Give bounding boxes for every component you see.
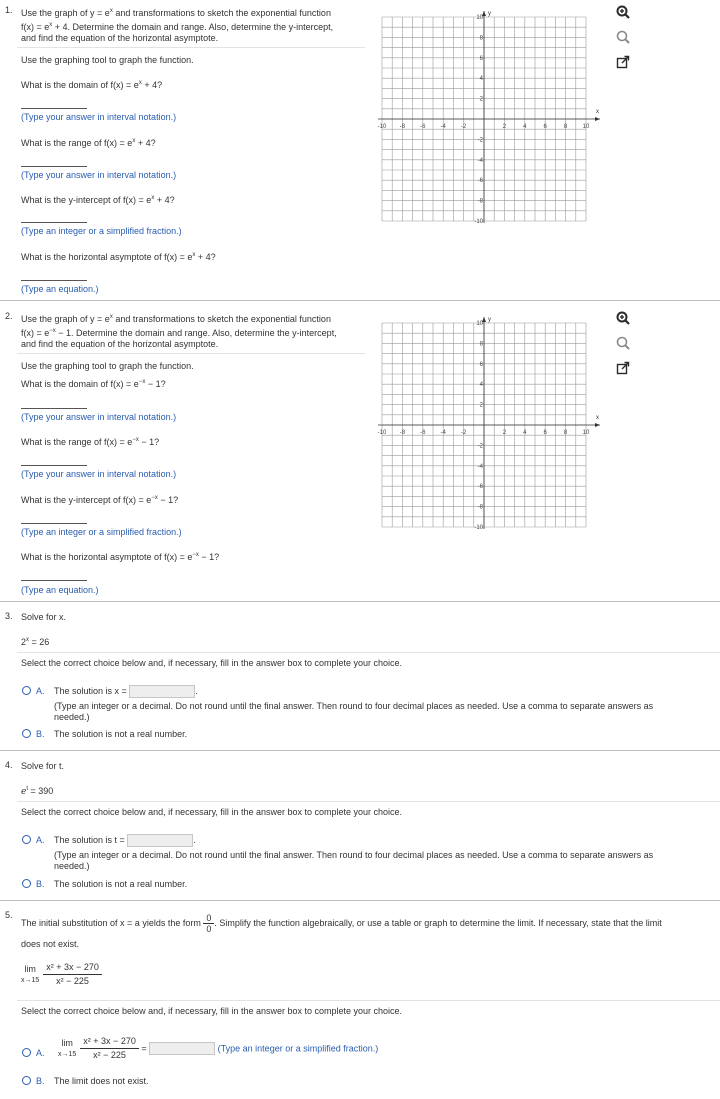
y-tick-label: -4 [477, 463, 483, 470]
question-number: 1. [5, 5, 13, 15]
x-tick-label: -8 [399, 124, 406, 130]
question-intro: The initial substitution of x = a yields the form $\frac{0}{0}$ . Simplify the function algebraically, or use a table or graph to determine the limit. If necessary, state that the limit [21, 913, 662, 935]
equation: $2^x = 26$ [21, 637, 50, 647]
x-axis-arrow [595, 423, 600, 427]
y-tick-label: 2 [479, 402, 483, 409]
question-number: 3. [5, 611, 13, 621]
question-number: 2. [5, 311, 13, 321]
zoom-in-button[interactable] [613, 2, 633, 22]
zoom-out-button[interactable] [613, 27, 633, 47]
popout-icon [616, 55, 630, 69]
option-a-hint-2: needed.) [54, 861, 90, 871]
domain-answer-input[interactable] [21, 108, 87, 109]
graph-canvas[interactable] [377, 6, 612, 232]
option-b-text: The solution is not a real number. [54, 729, 188, 739]
question-3 [0, 606, 720, 750]
option-b-label: B. [36, 879, 45, 889]
y-axis-label: y [488, 11, 491, 17]
question-intro: Use the graph of $y = e^x$ and transformations to sketch the exponential function [21, 314, 331, 324]
range-hint: (Type your answer in interval notation.) [21, 170, 177, 180]
limit-expression: lim x→15 $\frac{\text{x² + 3x − 270}}{\text{x² − 225}}$ [21, 961, 102, 988]
question-number: 4. [5, 760, 13, 770]
question-separator [0, 750, 720, 751]
yint-question: What is the y-intercept of $f(x) = e^x + 4$? [21, 195, 175, 205]
answer-input[interactable] [149, 1042, 215, 1055]
x-tick-label: 10 [582, 430, 590, 436]
x-tick-label: -10 [377, 124, 387, 130]
x-tick-label: 4 [523, 430, 527, 436]
y-tick-label: 6 [479, 361, 483, 368]
y-tick-label: -2 [477, 443, 483, 450]
question-number: 5. [5, 910, 13, 920]
option-b-radio[interactable] [22, 879, 31, 888]
x-tick-label: 8 [563, 124, 568, 130]
indeterminate-form: $\frac{0}{0}$ [203, 913, 214, 934]
question-4 [0, 755, 720, 899]
x-tick-label: 2 [502, 430, 507, 436]
yint-hint: (Type an integer or a simplified fraction.) [21, 226, 182, 236]
x-tick-label: -6 [420, 124, 426, 130]
option-b-text: The solution is not a real number. [54, 879, 188, 889]
x-tick-label: -4 [440, 124, 446, 130]
x-axis-label: x [596, 415, 599, 421]
yint-hint: (Type an integer or a simplified fraction.) [21, 527, 182, 537]
y-tick-label: -6 [477, 484, 483, 491]
range-question: What is the range of $f(x) = e^{-x} - 1$? [21, 437, 160, 447]
asymptote-question: What is the horizontal asymptote of $f(x) = e^x + 4$? [21, 252, 216, 262]
x-tick-label: 6 [543, 430, 547, 436]
y-tick-label: 6 [479, 55, 483, 62]
x-tick-label: 10 [582, 124, 590, 130]
yint-question: What is the y-intercept of $f(x) = e^{-x} - 1$? [21, 495, 179, 505]
select-instruction: Select the correct choice below and, if necessary, fill in the answer box to complete your choice. [21, 807, 403, 817]
option-a-text: The solution is t = . [54, 834, 196, 847]
question-intro: Use the graph of $y = e^x$ and transformations to sketch the exponential function [21, 8, 331, 18]
yint-answer-input[interactable] [21, 222, 87, 223]
option-b-label: B. [36, 729, 45, 739]
select-instruction: Select the correct choice below and, if necessary, fill in the answer box to complete your choice. [21, 658, 403, 668]
question-separator [0, 900, 720, 901]
option-a-radio[interactable] [22, 835, 31, 844]
x-tick-label: 6 [543, 124, 547, 130]
divider [17, 353, 365, 354]
zoom-in-button[interactable] [613, 308, 633, 328]
x-tick-label: 2 [502, 124, 507, 130]
y-tick-label: -8 [477, 198, 483, 205]
asymptote-hint: (Type an equation.) [21, 284, 99, 294]
option-a-label: A. [36, 835, 45, 845]
question-prompt: Solve for x. [21, 612, 67, 622]
asymptote-answer-input[interactable] [21, 280, 87, 281]
option-b-radio[interactable] [22, 729, 31, 738]
option-a-radio[interactable] [22, 1048, 31, 1057]
x-tick-label: -4 [440, 430, 446, 436]
y-tick-label: -10 [474, 525, 483, 531]
zoom-in-icon [616, 311, 630, 325]
zoom-out-button[interactable] [613, 333, 633, 353]
domain-question: What is the domain of $f(x) = e^{-x} - 1$? [21, 379, 166, 389]
zoom-out-icon [616, 30, 630, 44]
popout-button[interactable] [613, 358, 633, 378]
y-tick-label: 4 [479, 382, 483, 389]
graph-instruction: Use the graphing tool to graph the function. [21, 55, 194, 65]
range-hint: (Type your answer in interval notation.) [21, 469, 177, 479]
domain-answer-input[interactable] [21, 408, 87, 409]
asymptote-question: What is the horizontal asymptote of $f(x) = e^{-x} - 1$? [21, 552, 220, 562]
divider [17, 47, 365, 48]
option-a-hint: (Type an integer or a decimal. Do not round until the final answer. Then round to four decimal places as needed. Use a comma to separate answers as [54, 850, 654, 860]
zoom-out-icon [616, 336, 630, 350]
question-intro-2: $f(x) = e^x + 4$. Determine the domain and range. Also, determine the y-intercept, [21, 22, 334, 32]
x-tick-label: -8 [399, 430, 406, 436]
range-answer-input[interactable] [21, 465, 87, 466]
x-tick-label: -10 [377, 430, 387, 436]
question-separator [0, 300, 720, 301]
domain-hint: (Type your answer in interval notation.) [21, 112, 177, 122]
y-tick-label: 8 [479, 35, 483, 42]
y-tick-label: -10 [474, 219, 483, 225]
y-tick-label: -6 [477, 178, 483, 185]
option-b-label: B. [36, 1076, 45, 1086]
zoom-in-icon [616, 5, 630, 19]
question-5 [0, 905, 720, 1099]
graph-canvas[interactable] [377, 312, 612, 538]
x-tick-label: -6 [420, 430, 426, 436]
divider [17, 1000, 720, 1001]
x-tick-label: -2 [460, 430, 467, 436]
option-a-text: The solution is x = . [54, 685, 198, 698]
y-tick-label: -2 [477, 137, 483, 144]
yint-answer-input[interactable] [21, 523, 87, 524]
y-tick-label: 10 [476, 321, 483, 327]
range-question: What is the range of $f(x) = e^x + 4$? [21, 138, 156, 148]
option-a-expression: lim x→15 $\frac{\text{x² + 3x − 270}}{\text{x² − 225}}$ = (Type an integer or a simplified fraction.) [58, 1036, 379, 1060]
graph-instruction: Use the graphing tool to graph the function. [21, 361, 194, 371]
answer-input[interactable] [129, 685, 195, 698]
question-2 [0, 306, 720, 600]
y-axis-label: y [488, 317, 491, 323]
select-instruction: Select the correct choice below and, if necessary, fill in the answer box to complete your choice. [21, 1006, 403, 1016]
equation: $e^t = 390$ [21, 786, 54, 797]
y-tick-label: 8 [479, 341, 483, 348]
x-axis-label: x [596, 109, 599, 115]
popout-icon [616, 361, 630, 375]
range-answer-input[interactable] [21, 166, 87, 167]
x-tick-label: 4 [523, 124, 527, 130]
y-tick-label: -4 [477, 157, 483, 164]
domain-hint: (Type your answer in interval notation.) [21, 412, 177, 422]
question-intro-2: $f(x) = e^{-x} - 1$. Determine the domain and range. Also, determine the y-intercept, [21, 328, 337, 338]
asymptote-hint: (Type an equation.) [21, 585, 99, 595]
question-intro-2: does not exist. [21, 939, 80, 949]
answer-input[interactable] [127, 834, 193, 847]
domain-question: What is the domain of $f(x) = e^x + 4$? [21, 80, 163, 90]
x-tick-label: -2 [460, 124, 467, 130]
question-intro-3: and find the equation of the horizontal asymptote. [21, 33, 219, 43]
option-a-label: A. [36, 1048, 45, 1058]
option-a-radio[interactable] [22, 686, 31, 695]
y-tick-label: 10 [476, 15, 483, 21]
divider [17, 801, 720, 802]
option-a-hint: (Type an integer or a decimal. Do not round until the final answer. Then round to four decimal places as needed. Use a comma to separate answers as [54, 701, 654, 711]
option-a-label: A. [36, 686, 45, 696]
popout-button[interactable] [613, 52, 633, 72]
question-prompt: Solve for t. [21, 761, 65, 771]
y-tick-label: -8 [477, 504, 483, 511]
option-a-hint-2: needed.) [54, 712, 90, 722]
option-b-text: The limit does not exist. [54, 1076, 149, 1086]
y-tick-label: 2 [479, 96, 483, 103]
question-separator [0, 601, 720, 602]
x-tick-label: 8 [563, 430, 568, 436]
asymptote-answer-input[interactable] [21, 580, 87, 581]
option-b-radio[interactable] [22, 1076, 31, 1085]
divider [17, 652, 720, 653]
question-1 [0, 0, 720, 300]
y-tick-label: 4 [479, 76, 483, 83]
x-axis-arrow [595, 117, 600, 121]
question-intro-3: and find the equation of the horizontal asymptote. [21, 339, 219, 349]
